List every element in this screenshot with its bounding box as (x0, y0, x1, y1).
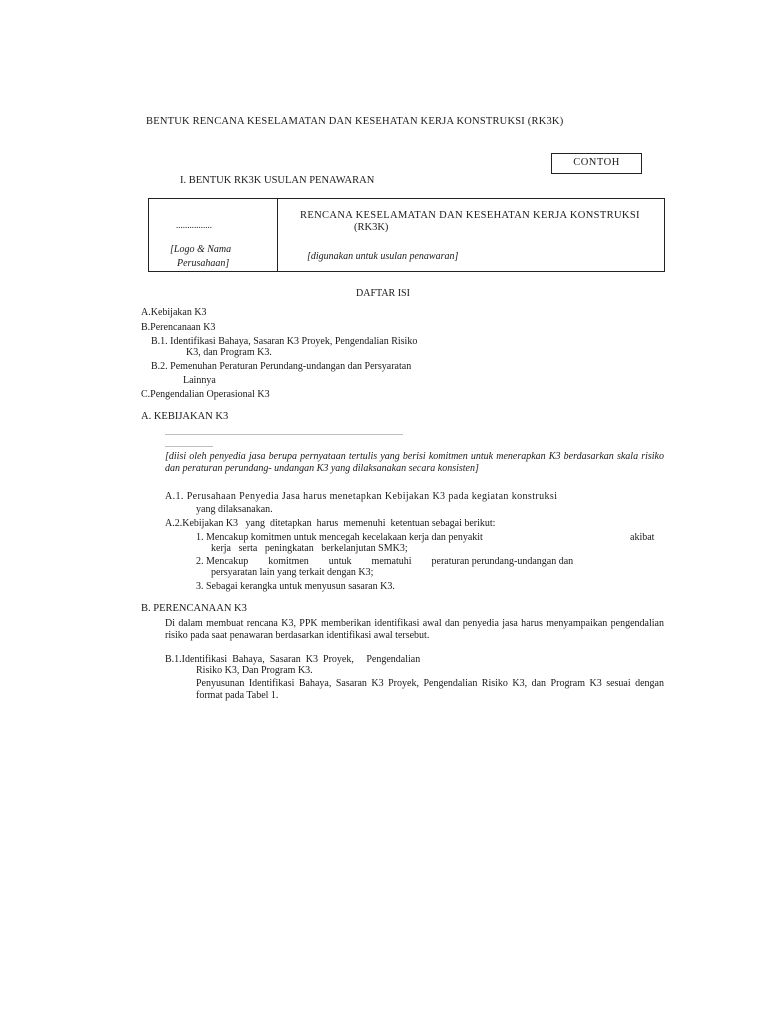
logo-placeholder-dots: ................ (176, 220, 212, 230)
section-a-instruction-note: [diisi oleh penyedia jasa berupa pernyataan tertulis yang berisi komitmen untuk menerapkan K3 berdasarkan skala risiko dan peraturan perundang- undangan K3 yang dilaksanakan secara konsisten] (165, 451, 664, 474)
toc-item-b2-line2: Lainnya (183, 375, 216, 386)
section-b-heading: B. PERENCANAAN K3 (141, 603, 247, 614)
section-a-item-a1-line1: A.1. Perusahaan Penyedia Jasa harus menetapkan Kebijakan K3 pada kegiatan konstruksi (165, 491, 558, 502)
a2-list-item-2-line1: 2. Mencakup komitmen untuk mematuhi peraturan perundang-undangan dan (196, 556, 574, 567)
section-a-heading: A. KEBIJAKAN K3 (141, 411, 229, 422)
section-a-dots-line1: ....................................................................................................................... (165, 428, 403, 437)
toc-item-c: C.Pengendalian Operasional K3 (141, 389, 270, 400)
a2-list-item-3: 3. Sebagai kerangka untuk menyusun sasaran K3. (196, 581, 395, 592)
toc-item-b1-line2: K3, dan Program K3. (186, 347, 272, 358)
section-one-heading: I. BENTUK RK3K USULAN PENAWARAN (180, 175, 375, 186)
header-divider (277, 199, 278, 271)
header-title-line1: RENCANA KESELAMATAN DAN KESEHATAN KERJA KONSTRUKSI (300, 210, 640, 221)
a2-list-item-1-word: akibat (630, 532, 655, 543)
document-title: BENTUK RENCANA KESELAMATAN DAN KESEHATAN KERJA KONSTRUKSI (RK3K) (146, 116, 564, 127)
logo-label-line1: [Logo & Nama (170, 244, 232, 255)
toc-heading: DAFTAR ISI (356, 288, 410, 299)
a2-list-item-2-line2: persyaratan lain yang terkait dengan K3; (211, 567, 374, 578)
logo-label-line2: Perusahaan] (177, 258, 230, 269)
a2-list-item-1-line1: 1. Mencakup komitmen untuk mencegah kecelakaan kerja dan penyakit (196, 532, 483, 543)
section-b-intro: Di dalam membuat rencana K3, PPK memberikan identifikasi awal dan penyedia jasa harus menyampaikan pengendalian risiko pada saat penawaran berdasarkan identifikasi awal tersebut. (165, 618, 664, 641)
toc-item-b2-line1: B.2. Pemenuhan Peraturan Perundang-undangan dan Persyaratan (151, 361, 412, 372)
toc-item-b: B.Perencanaan K3 (141, 322, 216, 333)
header-title-line2: (RK3K) (354, 222, 389, 233)
section-b-item-b1-line1: B.1.Identifikasi Bahaya, Sasaran K3 Proyek, Pengendalian (165, 654, 421, 665)
section-a-item-a2: A.2.Kebijakan K3 yang ditetapkan harus memenuhi ketentuan sebagai berikut: (165, 518, 496, 529)
header-subtitle: [digunakan untuk usulan penawaran] (307, 251, 459, 262)
section-a-item-a1-line2: yang dilaksanakan. (196, 504, 273, 515)
section-b-item-b1-line2: Risiko K3, Dan Program K3. (196, 665, 313, 676)
a2-list-item-1-line2: kerja serta peningkatan berkelanjutan SMK3; (211, 543, 408, 554)
section-b-item-b1-body: Penyusunan Identifikasi Bahaya, Sasaran K3 Proyek, Pengendalian Risiko K3, dan Program K3 sesuai dengan format pada Tabel 1. (196, 678, 664, 701)
toc-item-b1-line1: B.1. Identifikasi Bahaya, Sasaran K3 Proyek, Pengendalian Risiko (151, 336, 418, 347)
section-a-dots-line2: ........................ (165, 440, 213, 449)
document-header-table (148, 198, 665, 272)
contoh-label-box: CONTOH (551, 153, 642, 174)
toc-item-a: A.Kebijakan K3 (141, 307, 207, 318)
